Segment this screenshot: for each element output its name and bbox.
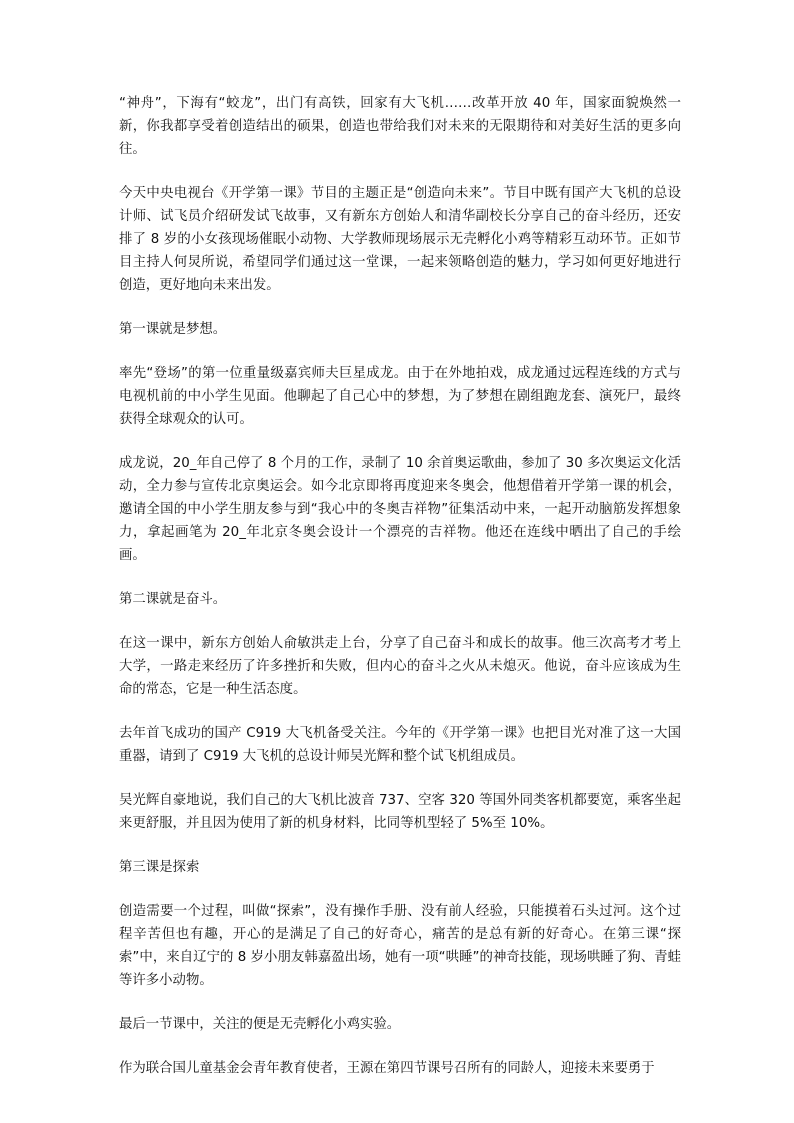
paragraph: 率先“登场”的第一位重量级嘉宾师夫巨星成龙。由于在外地拍戏，成龙通过远程连线的方式与电视机前的中小学生见面。他聊起了自己心中的梦想，为了梦想在剧组跑龙套、演死尸，最终获得全球观众的认可。 [119,366,681,427]
paragraph: “神舟”，下海有“蛟龙”，出门有高铁，回家有大飞机……改革开放 40 年，国家面貌焕然一新，你我都享受着创造结出的硕果，创造也带给我们对未来的无限期待和对美好生活的更多向往。 [119,96,681,157]
paragraph: 去年首飞成功的国产 C919 大飞机备受关注。今年的《开学第一课》也把目光对准了这一大国重器，请到了 C919 大飞机的总设计师吴光辉和整个试飞机组成员。 [119,726,681,764]
section-heading: 第三课是探索 [119,860,200,875]
paragraph: 在这一课中，新东方创始人俞敏洪走上台，分享了自己奋斗和成长的故事。他三次高考才考上大学，一路走来经历了许多挫折和失败，但内心的奋斗之火从未熄灭。他说，奋斗应该成为生命的常态，它是一种生活态度。 [119,636,681,697]
paragraph: 今天中央电视台《开学第一课》节目的主题正是“创造向未来”。节目中既有国产大飞机的总设计师、试飞员介绍研发试飞故事，又有新东方创始人和清华副校长分享自己的奋斗经历，还安排了 8 岁的小女孩现场催眠小动物、大学教师现场展示无壳孵化小鸡等精彩互动环节。正如节目主持人何炅所说，希望同学们通过这一堂课，一起来领略创造的魅力，学习如何更好地进行创造，更好地向未来出发。 [119,186,681,293]
paragraph: 创造需要一个过程，叫做“探索”，没有操作手册、没有前人经验，只能摸着石头过河。这个过程辛苦但也有趣，开心的是满足了自己的好奇心，痛苦的是总有新的好奇心。在第三课“探索”中，来自辽宁的 8 岁小朋友韩嘉盈出场，她有一项“哄睡”的神奇技能，现场哄睡了狗、青蛙等许多小动物。 [119,904,681,988]
paragraph: 成龙说，20_年自己停了 8 个月的工作，录制了 10 余首奥运歌曲，参加了 30 多次奥运文化活动，全力参与宣传北京奥运会。如今北京即将再度迎来冬奥会，他想借着开学第一课的机会，邀请全国的中小学生朋友参与到“我心中的冬奥吉祥物”征集活动中来，一起开动脑筋发挥想象力，拿起画笔为 20_年北京冬奥会设计一个漂亮的吉祥物。他还在连线中晒出了自己的手绘画。 [119,456,681,563]
document-page [119,92,681,1080]
section-heading: 第二课就是奋斗。 [119,592,227,607]
paragraph: 最后一节课中，关注的便是无壳孵化小鸡实验。 [119,1017,401,1032]
section-heading: 第一课就是梦想。 [119,322,227,337]
paragraph: 吴光辉自豪地说，我们自己的大飞机比波音 737、空客 320 等国外同类客机都要宽，乘客坐起来更舒服，并且因为使用了新的机身材料，比同等机型轻了 5%至 10%。 [119,793,681,831]
paragraph: 作为联合国儿童基金会青年教育使者，王源在第四节课号召所有的同龄人，迎接未来要勇于 [119,1061,655,1076]
